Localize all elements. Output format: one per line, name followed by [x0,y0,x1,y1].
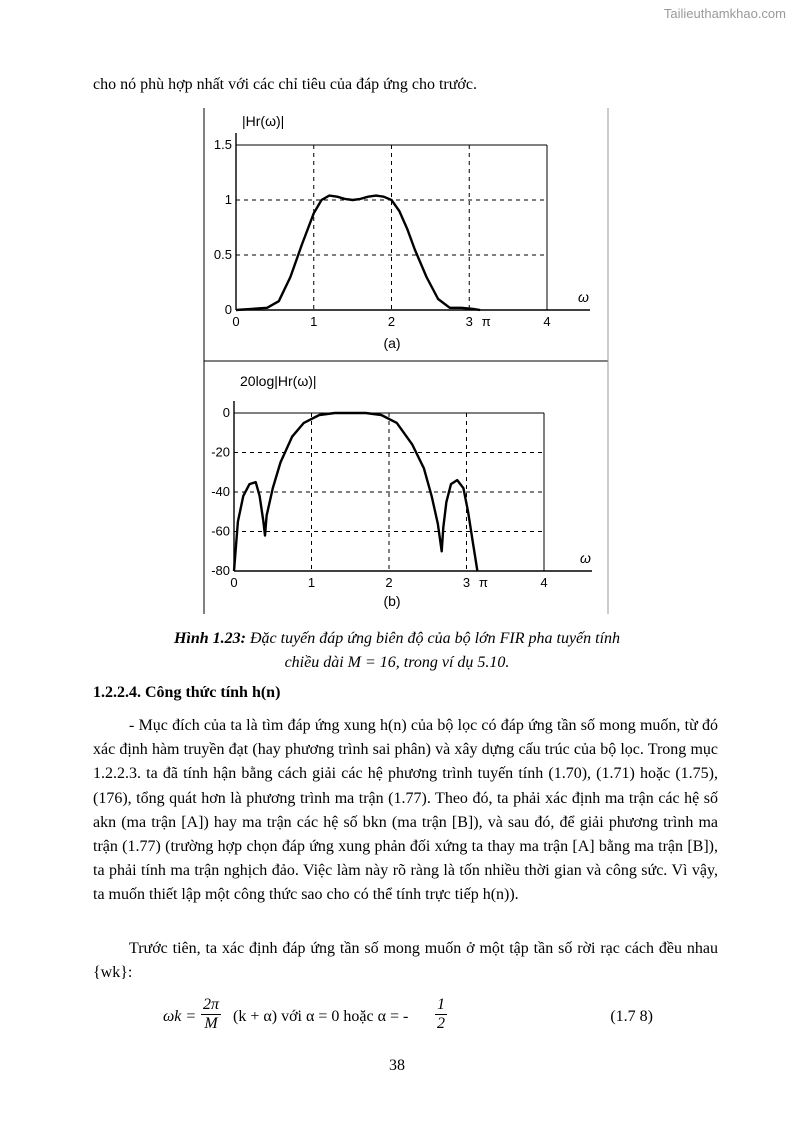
equation-fraction-half [435,996,447,1033]
equation-lhs: ωk = [163,1008,197,1025]
figure-caption [0,627,794,675]
pi-marker: π [481,314,491,329]
x-axis-label: ω [580,550,591,566]
figure-caption-line1: Đặc tuyến đáp ứng biên độ của bộ lớn FIR pha tuyến tính [245,630,621,647]
equation-middle: (k + α) với α = 0 hoặc α = - [233,1008,409,1025]
chart-title: 20log|Hr(ω)| [240,373,317,389]
fraction-denominator: 2 [437,1015,445,1032]
x-tick-label: 2 [385,575,393,590]
chart-a-magnitude [214,113,590,351]
x-tick-label: 3 [465,314,473,329]
y-tick-label: 1 [224,192,232,207]
y-tick-label: 0 [224,302,232,317]
x-tick-label: 3 [462,575,471,590]
page-number: 38 [389,1057,405,1074]
figure-caption-line2: chiều dài M = 16, trong ví dụ 5.10. [284,654,510,671]
intro-text: cho nó phù hợp nhất với các chỉ tiêu của đáp ứng cho trước. [93,76,477,93]
subfigure-label: (a) [383,335,401,351]
equation-number: (1.7 8) [610,1008,653,1025]
x-tick-label: 0 [232,314,240,329]
fraction-denominator: M [204,1015,218,1032]
x-tick-label: 4 [540,575,548,590]
equation-fraction-2pi-over-m [201,996,221,1033]
y-tick-label: 0 [222,405,230,420]
x-tick-label: 2 [387,314,396,329]
series-line [236,196,480,310]
chart-title: |Hr(ω)| [242,113,285,129]
subfigure-label: (b) [383,593,401,609]
x-tick-label: 1 [307,575,316,590]
y-tick-label: -80 [211,563,230,578]
x-axis-label: ω [578,289,589,305]
fraction-numerator: 2π [203,996,220,1013]
pi-marker: π [478,575,488,590]
chart-b-log-magnitude [211,373,592,609]
equation-1-78 [163,996,653,1042]
section-heading: 1.2.2.4. Công thức tính h(n) [93,684,281,701]
y-tick-label: -20 [211,444,230,460]
y-tick-label: -40 [211,484,230,499]
y-tick-label: 1.5 [213,137,232,152]
y-tick-label: -60 [211,523,230,539]
x-tick-label: 4 [543,314,551,329]
paragraph-1: - Mục đích của ta là tìm đáp ứng xung h(n) của bộ lọc có đáp ứng tần số mong muốn, từ đó xác định hàm truyền đạt (hay phương trình sai phân) và xây dựng cấu trúc của bộ lọc. Trong mục 1.2.2.3. ta đã tính hận bằng cách giải các hệ phương trình tuyến tính (1.70), (1.71) hoặc (1.75), (176), tổng quát hơn là phương trình ma trận (1.77). Theo đó, ta phải xác định ma trận các hệ số akn (ma trận [A]) hay ma trận các hệ số bkn (ma trận [B]), và sau đó, để giải phương trình ma trận (1.77) (trường hợp chọn đáp ứng xung phản đối xứng ta thay ma trận [A] bằng ma trận [B]), ta phải tính ma trận nghịch đảo. Việc làm này rõ ràng là tốn nhiều thời gian và công sức. Vì vậy, ta muốn thiết lập một công thức sao cho có thể tính trực tiếp h(n)). [93,717,718,904]
x-tick-label: 1 [310,314,318,329]
fraction-numerator: 1 [437,996,445,1013]
figure-caption-label: Hình 1.23: [173,630,246,647]
x-tick-label: 0 [230,575,238,590]
y-tick-label: 0.5 [213,247,232,262]
paragraph-2: Trước tiên, ta xác định đáp ứng tần số mong muốn ở một tập tần số rời rạc cách đều nhau {wk}: [93,940,718,982]
watermark: Tailieuthamkhao.com [663,6,786,21]
